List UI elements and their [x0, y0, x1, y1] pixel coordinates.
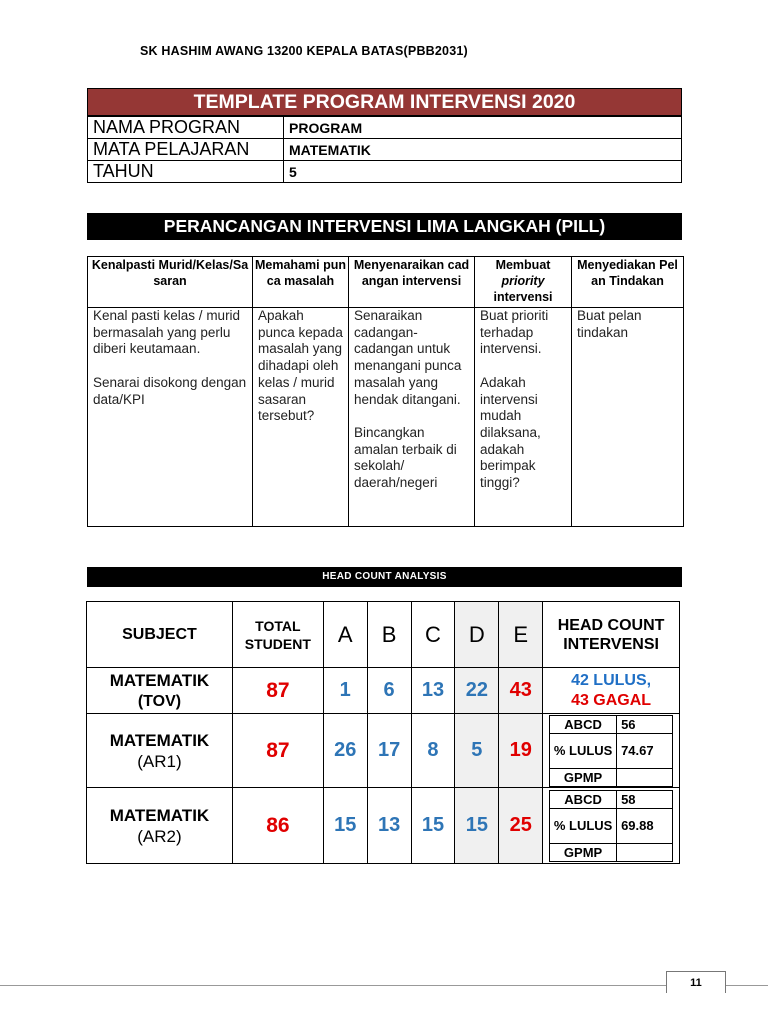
- subject-exam: (AR1): [137, 751, 182, 771]
- grade-d-value: 22: [455, 668, 499, 714]
- pill-text: Senaraikan cadangan-cadangan untuk menangani punca masalah yang hendak ditangani.: [354, 308, 462, 407]
- subject-exam: (TOV): [137, 692, 182, 710]
- grade-d-value: 15: [455, 788, 499, 864]
- pill-cell-identify: [88, 308, 253, 527]
- subject-name: MATEMATIK: [109, 805, 210, 825]
- col-grade-e: E: [499, 602, 543, 668]
- total-student-value: 87: [232, 714, 323, 788]
- pill-header-list: Menyenaraikan cadangan intervensi: [349, 257, 475, 308]
- grade-e-value: 43: [499, 668, 543, 714]
- pill-header-identify: Kenalpasti Murid/Kelas/Sasaran: [88, 257, 253, 308]
- grade-c-value: 15: [411, 788, 455, 864]
- pill-header-understand: Memahami punca masalah: [253, 257, 349, 308]
- abcd-value: 58: [617, 790, 673, 808]
- table-row: [87, 668, 680, 714]
- col-subject: SUBJECT: [87, 602, 233, 668]
- subject-cell: [87, 668, 233, 714]
- abcd-label: ABCD: [550, 715, 617, 733]
- pill-header-row: [88, 257, 684, 308]
- pill-table: [87, 256, 684, 527]
- pill-text: Buat pelan tindakan: [577, 308, 642, 340]
- pass-percent-value: 69.88: [617, 808, 673, 843]
- subject-name: MATEMATIK: [109, 670, 210, 690]
- pill-cell-priority: [475, 308, 572, 527]
- gpmp-value: [617, 843, 673, 861]
- subject-value: MATEMATIK: [284, 139, 682, 161]
- abcd-label: ABCD: [550, 790, 617, 808]
- pill-text: Apakah punca kepada masalah yang dihadapi oleh kelas / murid sasaran tersebut?: [258, 308, 343, 424]
- grade-c-value: 13: [411, 668, 455, 714]
- grade-a-value: 15: [323, 788, 367, 864]
- grade-b-value: 17: [367, 714, 411, 788]
- grade-b-value: 13: [367, 788, 411, 864]
- subject-exam: (AR2): [137, 826, 182, 846]
- program-info-table: [87, 116, 682, 183]
- template-title: TEMPLATE PROGRAM INTERVENSI 2020: [87, 88, 682, 116]
- total-student-value: 87: [232, 668, 323, 714]
- program-name-label: NAMA PROGRAN: [88, 117, 284, 139]
- pill-text: Senarai disokong dengan data/KPI: [93, 374, 247, 407]
- headcount-header-row: [87, 602, 680, 668]
- grade-c-value: 8: [411, 714, 455, 788]
- head-count-cell: [543, 714, 680, 788]
- grade-b-value: 6: [367, 668, 411, 714]
- col-total-student: TOTAL STUDENT: [232, 602, 323, 668]
- grade-e-value: 25: [499, 788, 543, 864]
- pill-title: PERANCANGAN INTERVENSI LIMA LANGKAH (PILL): [87, 213, 682, 240]
- year-row: [88, 161, 682, 183]
- col-head-count: HEAD COUNT INTERVENSI: [543, 602, 680, 668]
- pill-cell-list: [349, 308, 475, 527]
- grade-d-value: 5: [455, 714, 499, 788]
- fail-count: 43 GAGAL: [571, 691, 652, 709]
- subject-cell: [87, 788, 233, 864]
- abcd-value: 56: [617, 715, 673, 733]
- pill-text: Adakah intervensi mudah dilaksana, adakah berimpak tinggi?: [480, 374, 541, 491]
- subject-label: MATA PELAJARAN: [88, 139, 284, 161]
- school-header: SK HASHIM AWANG 13200 KEPALA BATAS(PBB2031): [140, 44, 468, 58]
- table-row: [87, 788, 680, 864]
- col-grade-c: C: [411, 602, 455, 668]
- year-value: 5: [284, 161, 682, 183]
- total-student-value: 86: [232, 788, 323, 864]
- pill-header-priority: [475, 257, 572, 308]
- grade-a-value: 1: [323, 668, 367, 714]
- pill-cell-plan: [572, 308, 684, 527]
- pill-text: Buat prioriti terhadap intervensi.: [480, 308, 549, 357]
- pass-summary-table: [549, 715, 673, 787]
- pass-percent-value: 74.67: [617, 733, 673, 768]
- pill-cell-understand: [253, 308, 349, 527]
- gpmp-value: [617, 768, 673, 786]
- subject-row: [88, 139, 682, 161]
- col-grade-b: B: [367, 602, 411, 668]
- pass-percent-label: % LULUS: [550, 808, 617, 843]
- footer-divider: [0, 985, 768, 986]
- subject-cell: [87, 714, 233, 788]
- table-row: [87, 714, 680, 788]
- pill-body-row: [88, 308, 684, 527]
- pill-text: Kenal pasti kelas / murid bermasalah yang perlu diberi keutamaan.: [93, 308, 241, 357]
- col-grade-d: D: [455, 602, 499, 668]
- pill-header-priority-a: Membuat: [495, 258, 551, 272]
- program-name-value: PROGRAM: [284, 117, 682, 139]
- gpmp-label: GPMP: [550, 843, 617, 861]
- grade-e-value: 19: [499, 714, 543, 788]
- col-grade-a: A: [323, 602, 367, 668]
- pass-percent-label: % LULUS: [550, 733, 617, 768]
- pill-header-priority-c: intervensi: [493, 290, 553, 304]
- pass-count: 42 LULUS,: [571, 671, 652, 689]
- pill-header-plan: Menyediakan Pelan Tindakan: [572, 257, 684, 308]
- program-name-row: [88, 117, 682, 139]
- pill-text: Bincangkan amalan terbaik di sekolah/ daerah/negeri: [354, 424, 457, 491]
- head-count-cell: [543, 788, 680, 864]
- grade-a-value: 26: [323, 714, 367, 788]
- pill-header-priority-b: priority: [501, 274, 545, 288]
- pass-summary-table: [549, 790, 673, 862]
- gpmp-label: GPMP: [550, 768, 617, 786]
- year-label: TAHUN: [88, 161, 284, 183]
- headcount-title: HEAD COUNT ANALYSIS: [87, 567, 682, 587]
- head-count-cell: [543, 668, 680, 714]
- subject-name: MATEMATIK: [109, 730, 210, 750]
- headcount-table: [86, 601, 680, 864]
- page-number: 11: [666, 971, 726, 993]
